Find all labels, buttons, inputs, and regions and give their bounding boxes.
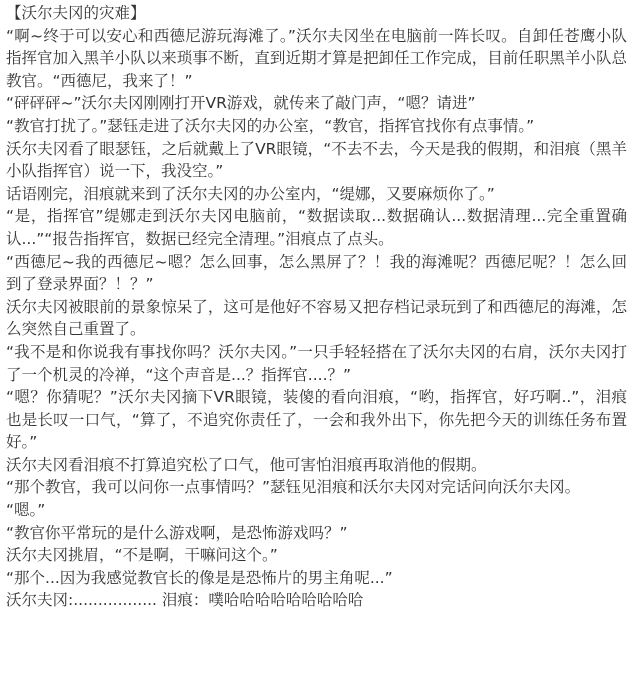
paragraph-15: 沃尔夫冈挑眉，“不是啊，干嘛问这个。” [6, 546, 278, 565]
paragraph-11: 沃尔夫冈看泪痕不打算追究松了口气，他可害怕泪痕再取消他的假期。 [6, 455, 487, 474]
paragraph-14: “教官你平常玩的是什么游戏啊，是恐怖游戏吗？” [6, 523, 348, 542]
article-title: 【沃尔夫冈的灾难】 [6, 4, 146, 22]
paragraph-8: 沃尔夫冈被眼前的景象惊呆了，这可是他好不容易又把存档记录玩到了和西德尼的海滩，怎么突然自己重置了。 [6, 297, 627, 339]
paragraph-1: “啊~终于可以安心和西德尼游玩海滩了。”沃尔夫冈坐在电脑前一阵长叹。自卸任苍鹰小队指挥官加入黑羊小队以来琐事不断，直到近期才算是把卸任工作完成，目前任职黑羊小队总教官。“西德尼，我来了！” [6, 26, 627, 90]
paragraph-3: “教官打扰了。”瑟钰走进了沃尔夫冈的办公室，“教官，指挥官找你有点事情。” [6, 116, 535, 135]
paragraph-13: “嗯。” [6, 501, 46, 520]
paragraph-17: 沃尔夫冈:................. 泪痕：噗哈哈哈哈哈哈哈哈哈 [6, 591, 364, 610]
paragraph-4: 沃尔夫冈看了眼瑟钰，之后就戴上了VR眼镜，“不去不去，今天是我的假期，和泪痕（黑羊小队指挥官）说一下，我没空。” [6, 139, 627, 181]
paragraph-2: “砰砰砰~”沃尔夫冈刚刚打开VR游戏，就传来了敲门声，“嗯？请进” [6, 94, 476, 113]
paragraph-5: 话语刚完，泪痕就来到了沃尔夫冈的办公室内，“缇娜，又要麻烦你了。” [6, 184, 495, 203]
paragraph-7: “西德尼~我的西德尼~嗯？怎么回事，怎么黑屏了？！我的海滩呢？西德尼呢？！怎么回到了登录界面？！？” [6, 252, 627, 294]
paragraph-9: “我不是和你说我有事找你吗？沃尔夫冈。”一只手轻轻搭在了沃尔夫冈的右肩，沃尔夫冈打了一个机灵的冷禅，“这个声音是...？指挥官....？” [6, 342, 627, 384]
paragraph-16: “那个...因为我感觉教官长的像是是恐怖片的男主角呢...” [6, 568, 393, 587]
paragraph-6: “是，指挥官”缇娜走到沃尔夫冈电脑前，“数据读取...数据确认...数据清理...完全重置确认...”“报告指挥官，数据已经完全清理。”泪痕点了点头。 [6, 207, 627, 248]
paragraph-10: “嗯？你猜呢？”沃尔夫冈摘下VR眼镜，装傻的看向泪痕，“哟，指挥官，好巧啊..”，泪痕也是长叹一口气，“算了，不追究你责任了，一会和我外出下，你先把今天的训练任务布置好。” [6, 388, 627, 452]
paragraph-12: “那个教官，我可以问你一点事情吗？”瑟钰见泪痕和沃尔夫冈对完话问向沃尔夫冈。 [6, 478, 581, 497]
